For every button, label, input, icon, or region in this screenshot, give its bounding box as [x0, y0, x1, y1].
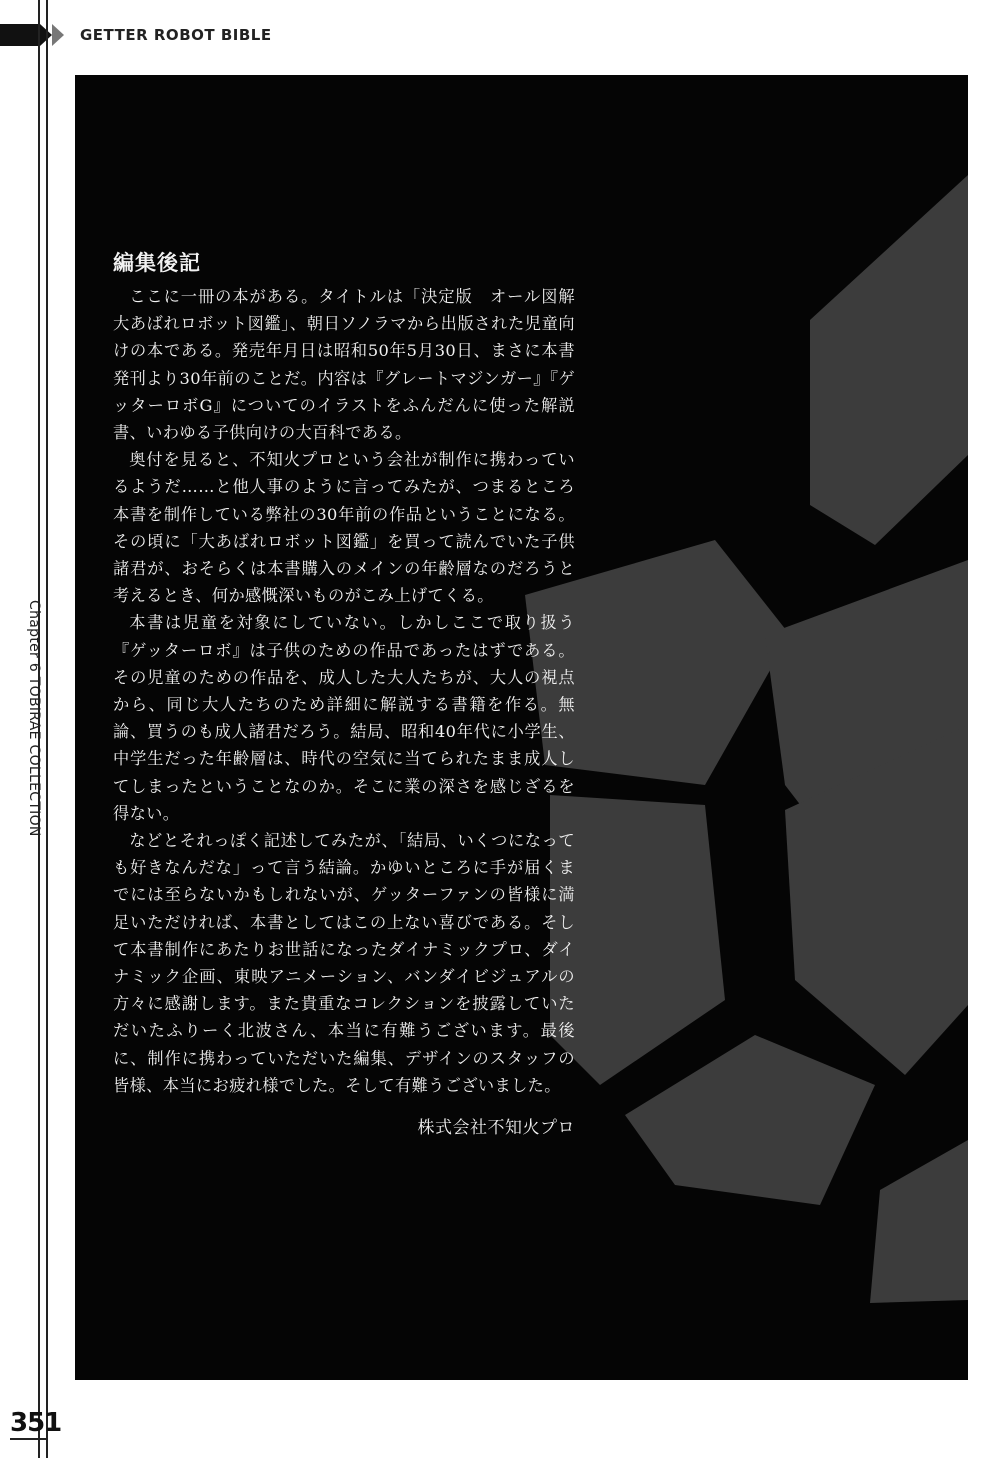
article-paragraph: などとそれっぽく記述してみたが、「結局、いくつになっても好きなんだな」って言う結論。かゆいところに手が届くまでには至らないかもしれないが、ゲッターファンの皆様に満足いただければ、本書としてはこの上ない喜びである。そして本書制作にあたりお世話になったダイナミックプロ、ダイナミック企画、東映アニメーション、バンダイビジュアルの方々に感謝します。また貴重なコレクションを披露していただいたふりーく北波さん、本当に有難うございます。最後に、制作に携わっていただいた編集、デザインのスタッフの皆様、本当にお疲れ様でした。そして有難うございました。 — [113, 831, 575, 1095]
chapter-side-label: Chapter 6 TOBIRAE COLLECTION — [26, 600, 42, 837]
header-chevron-icon — [52, 24, 64, 46]
article-signature: 株式会社不知火プロ — [417, 1118, 575, 1139]
article-paragraph: 本書は児童を対象にしていない。しかしここで取り扱う『ゲッターロボ』は子供のための作品であったはずである。その児童のための作品を、成人した大人たちが、大人の視点から、同じ大人たちのため詳細に解説する書籍を作る。無論、買うのも成人諸君だろう。結局、昭和40年代に小学生、中学生だった年齢層は、時代の空気に当てられたまま成人してしまったということなのか。そこに業の深さを感じざるを得ない。 — [113, 613, 575, 823]
afterword-article — [113, 247, 575, 1138]
article-heading: 編集後記 — [113, 250, 201, 275]
header-bar — [0, 24, 40, 46]
page-number: 351 — [10, 1408, 62, 1438]
article-paragraph: 奥付を見ると、不知火プロという会社が制作に携わっているようだ……と他人事のように言ってみたが、つまるところ本書を制作している弊社の30年前の作品ということになる。その頃に「大あばれロボット図鑑」を買って読んでいた子供諸君が、おそらくは本書購入のメインの年齢層なのだろうと考えるとき、何か感慨深いものがこみ上げてくる。 — [113, 450, 575, 606]
running-header-title: GETTER ROBOT BIBLE — [80, 26, 272, 44]
page-number-rule — [10, 1438, 48, 1440]
article-paragraph: ここに一冊の本がある。タイトルは「決定版 オール図解大あばれロボット図鑑」、朝日ソノラマから出版された児童向けの本である。発売年月日は昭和50年5月30日、まさに本書発刊より30年前のことだ。内容は『グレートマジンガー』『ゲッターロボG』についてのイラストをふんだんに使った解説書、いわゆる子供向けの大百科である。 — [113, 287, 575, 443]
spine-rule — [46, 0, 48, 1458]
black-panel — [75, 75, 968, 1380]
